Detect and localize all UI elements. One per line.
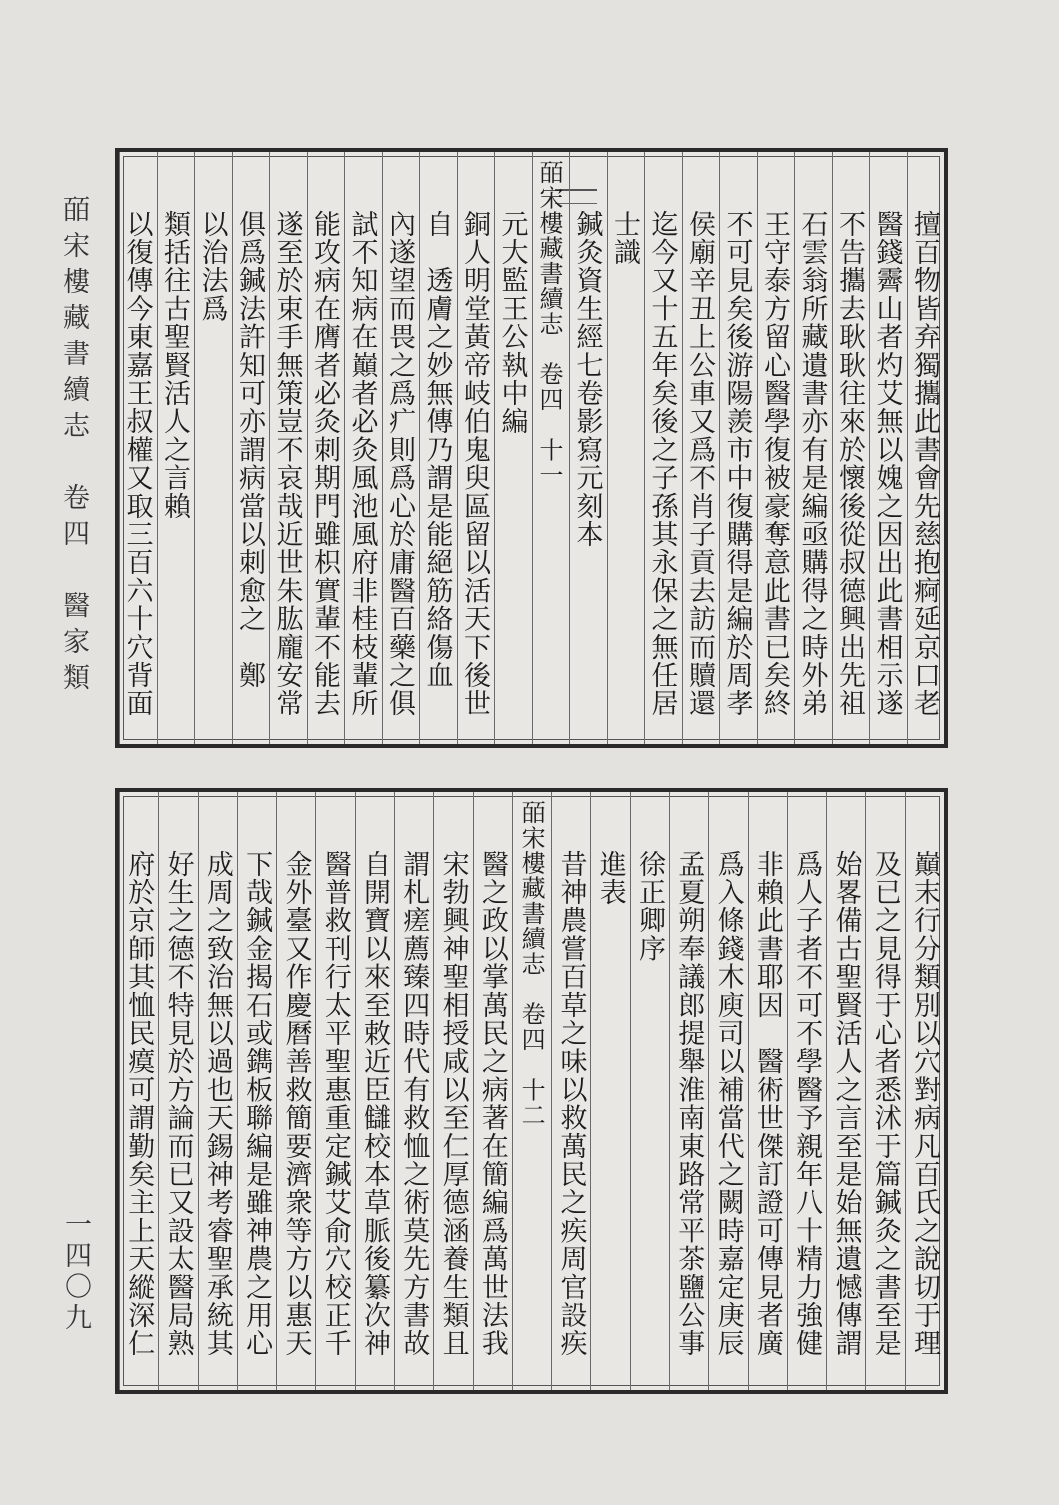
bottom-page (115, 788, 948, 1394)
bottom-page-column (198, 792, 237, 1390)
bottom-page-column-text: 下哉鍼金揭石或鐫板聯編是雖神農之用心 (241, 850, 273, 1358)
bottom-page-column-text: 孟夏朔奉議郎提舉淮南東路常平茶鹽公事 (673, 850, 705, 1358)
top-page-column-text: 不告攜去耿耿往來於懷後從叔德興出先祖 (834, 210, 865, 718)
top-page-column-text: 侯廟辛丑上公車又爲不肖子貢去訪而贖還 (684, 210, 715, 718)
bottom-page-column-text: 成周之致治無以過也天錫神考睿聖承統其 (201, 850, 233, 1358)
bottom-page-column-text: 始畧備古聖賢活人之言至是始無遺憾傳謂 (830, 850, 862, 1358)
top-page-column (307, 152, 345, 744)
top-page-column-text: 遂至於束手無策豈不哀哉近世朱肱龐安常 (271, 210, 303, 718)
bottom-page-column-text: 宋勃興神聖相授咸以至仁厚德涵養生類且 (437, 850, 469, 1358)
top-page-column (344, 152, 382, 744)
bottom-page-column-text: 及已之見得于心者悉沭于篇鍼灸之書至是 (869, 850, 901, 1358)
bottom-page-column-text: 昔神農嘗百草之味以救萬民之疾周官設疾 (555, 850, 587, 1358)
bottom-page-column (905, 792, 944, 1390)
top-page-column-text: 內遂望而畏之爲疒則爲心於庸醫百藥之俱 (384, 210, 415, 718)
bottom-page-column (590, 792, 629, 1390)
bottom-page-column-text: 醫之政以掌萬民之病著在簡編爲萬世法我 (476, 850, 508, 1358)
top-page-column (457, 152, 495, 744)
top-page-column-text: 皕宋樓藏書續志 卷四 十一 (535, 160, 563, 488)
top-page-column (532, 152, 570, 744)
bottom-page-column-text: 好生之德不特見於方論而已又設太醫局熟 (162, 850, 194, 1358)
top-page-column (869, 152, 907, 744)
bottom-page-column-text: 自開寶以來至敕近臣讎校本草脈後纂次神 (359, 850, 390, 1358)
top-page-column (382, 152, 420, 744)
bottom-page-column (158, 792, 197, 1390)
top-page-column-text: 以復傳今東嘉王叔權又取三百六十穴背面 (121, 210, 153, 718)
top-page-column (832, 152, 870, 744)
bottom-page-column (669, 792, 708, 1390)
top-page-column-text: 能攻病在膺者必灸刺期門雖枳實輩不能去 (309, 210, 340, 718)
bottom-page-column (865, 792, 904, 1390)
top-page-column-text: 王守泰方留心醫學復被豪奪意此書已矣終 (759, 210, 790, 718)
top-page-column-text: 俱爲鍼法許知可亦謂病當以刺愈之 鄭 (234, 210, 265, 690)
top-page-column (757, 152, 795, 744)
top-page-column (644, 152, 682, 744)
bottom-page-column-text: 醫普救刊行太平聖惠重定鍼艾俞穴校正千 (319, 850, 351, 1358)
top-page-column (719, 152, 757, 744)
top-page-column-text: 試不知病在巔者必灸風池風府非桂枝輩所 (346, 210, 378, 718)
bottom-page-column (826, 792, 865, 1390)
bottom-page-column (512, 792, 551, 1390)
bottom-page-column (355, 792, 394, 1390)
top-page-column (569, 152, 607, 744)
top-page-column-text: 元大監王公執中編 (496, 210, 528, 436)
margin-page-number: 一四〇九 (60, 1210, 91, 1334)
bottom-page-column (237, 792, 276, 1390)
top-page-column (419, 152, 457, 744)
margin-book-title: 皕宋樓藏書續志 卷四 醫家類 (58, 195, 89, 699)
bottom-page-column (787, 792, 826, 1390)
top-page-column (607, 152, 645, 744)
bottom-page-column (119, 792, 158, 1390)
bottom-page-column-text: 謂札瘥薦臻四時代有救恤之術莫先方書故 (398, 850, 430, 1358)
bottom-page-column-text: 皕宋樓藏書續志 卷四 十二 (517, 800, 546, 1128)
bottom-page-column-text: 徐正卿序 (634, 850, 665, 963)
bottom-page-column (748, 792, 787, 1390)
top-page-column (269, 152, 307, 744)
top-page-column (194, 152, 232, 744)
bottom-page-column-text: 巔末行分類別以穴對病凡百氏之說切于理 (909, 850, 940, 1358)
bottom-page-column (708, 792, 747, 1390)
bottom-page-column-text: 爲人子者不可不學醫予親年八十精力強健 (791, 850, 823, 1358)
top-page-column (232, 152, 270, 744)
bottom-page-column (394, 792, 433, 1390)
bottom-page-column-text: 金外臺又作慶曆善救簡要濟衆等方以惠天 (280, 850, 312, 1358)
bottom-page-column (473, 792, 512, 1390)
top-page-column-text: 鍼灸資生經七卷影寫元刻本 (571, 210, 603, 549)
top-page-column (907, 152, 945, 744)
bottom-page-column (276, 792, 315, 1390)
top-page-column-text: 銅人明堂黃帝岐伯鬼臾區留以活天下後世 (459, 210, 490, 718)
top-page-column-text: 士識 (609, 210, 640, 267)
top-page-column (119, 152, 157, 744)
bottom-page-column (551, 792, 590, 1390)
top-page (115, 148, 948, 748)
bottom-page-column-text: 府於京師其恤民瘼可謂勤矣主上天縱深仁 (123, 850, 155, 1358)
bottom-page-column (315, 792, 354, 1390)
top-page-column (494, 152, 532, 744)
top-page-column-text: 類括往古聖賢活人之言賴 (159, 210, 190, 521)
top-page-column (157, 152, 195, 744)
top-page-column-text: 醫錢霽山者灼艾無以媿之因出此書相示遂 (871, 210, 903, 718)
top-page-column-text: 石雲翁所藏遺書亦有是編亟購得之時外弟 (796, 210, 828, 718)
top-page-column-text: 自 透膚之妙無傳乃謂是能絕筋絡傷血 (421, 210, 453, 690)
top-page-column-text: 迄今又十五年矣後之子孫其永保之無任居 (646, 210, 678, 718)
bottom-page-column (630, 792, 669, 1390)
bottom-page-column-text: 非賴此書耶因 醫術世傑訂證可傳見者廣 (751, 850, 783, 1358)
bottom-page-column-text: 爲入條錢木庾司以補當代之闕時嘉定庚辰 (712, 850, 744, 1358)
bottom-page-column-text: 進表 (594, 850, 626, 907)
top-page-column (794, 152, 832, 744)
top-page-column-text: 以治法爲 (196, 210, 228, 323)
top-page-column (682, 152, 720, 744)
top-page-column-text: 不可見矣後游陽羨市中復購得是編於周孝 (721, 210, 753, 718)
top-page-column-text: 擅百物皆弃獨攜此書會先慈抱痾延京口老 (909, 210, 940, 718)
bottom-page-column (433, 792, 472, 1390)
